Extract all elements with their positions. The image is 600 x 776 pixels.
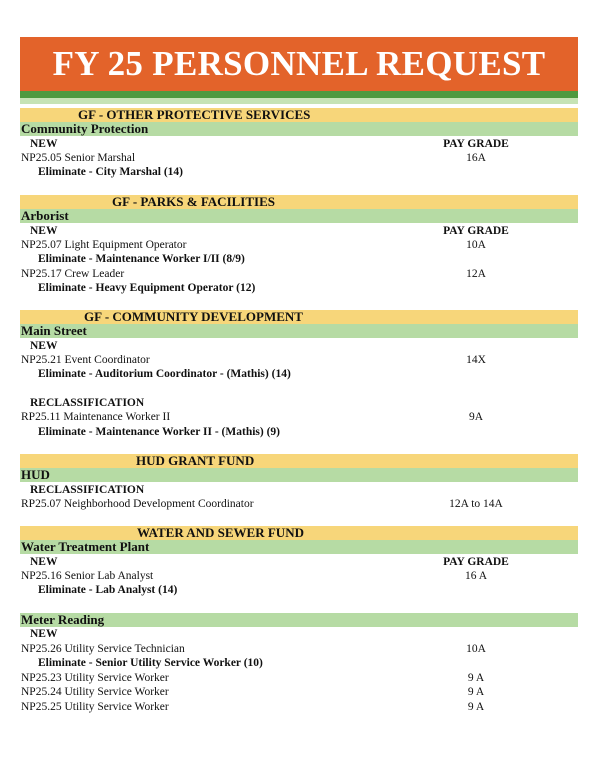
category-title: Meter Reading (21, 612, 105, 627)
position-row: NP25.16 Senior Lab Analyst (21, 570, 154, 582)
category-title: Arborist (21, 208, 69, 223)
eliminate-row: Eliminate - Senior Utility Service Worker (10) (38, 657, 263, 669)
category-band (20, 468, 578, 482)
pay-grade-value: 12A to 14A (449, 498, 503, 510)
pay-grade-value: 9 A (467, 672, 485, 684)
pay-grade-value: 10A (466, 643, 486, 655)
category-title: HUD (21, 467, 50, 482)
pay-grade-header: PAY GRADE (443, 138, 509, 150)
category-title: Community Protection (21, 121, 149, 136)
new-label: NEW (30, 340, 58, 352)
pay-grade-value: 16A (466, 152, 486, 164)
category-band (20, 209, 578, 223)
position-row: NP25.26 Utility Service Technician (21, 643, 185, 655)
position-row: NP25.23 Utility Service Worker (21, 672, 169, 684)
pay-grade-value: 14X (466, 354, 486, 366)
fund-title: GF - PARKS & FACILITIES (112, 194, 275, 209)
new-label: NEW (30, 628, 58, 640)
fund-band (20, 454, 578, 468)
position-row: NP25.05 Senior Marshal (21, 152, 136, 164)
pay-grade-value: 9 A (467, 686, 485, 698)
new-label: NEW (30, 556, 58, 568)
reclassification-label: RECLASSIFICATION (30, 484, 145, 496)
pay-grade-header: PAY GRADE (443, 556, 509, 568)
fund-title: HUD GRANT FUND (136, 453, 255, 468)
eliminate-row: Eliminate - Maintenance Worker II - (Mathis) (9) (38, 426, 281, 438)
eliminate-row: Eliminate - Heavy Equipment Operator (12) (38, 282, 256, 294)
pay-grade-header: PAY GRADE (443, 225, 509, 237)
pay-grade-value: 16 A (464, 570, 488, 582)
eliminate-row: Eliminate - City Marshal (14) (38, 166, 184, 178)
pay-grade-value: 10A (466, 239, 486, 251)
pay-grade-value: 12A (466, 268, 486, 280)
page-title-bar (20, 37, 578, 91)
pay-grade-value: 9 A (467, 701, 485, 713)
eliminate-row: Eliminate - Maintenance Worker I/II (8/9) (38, 253, 245, 265)
fund-band (20, 195, 578, 209)
position-row: RP25.11 Maintenance Worker II (21, 411, 171, 423)
category-band (20, 324, 578, 338)
page-title: FY 25 PERSONNEL REQUEST (52, 44, 546, 83)
title-stripe-light (20, 98, 578, 104)
position-row: NP25.24 Utility Service Worker (21, 686, 169, 698)
fund-title: GF - OTHER PROTECTIVE SERVICES (78, 107, 311, 122)
eliminate-row: Eliminate - Auditorium Coordinator - (Mathis) (14) (38, 368, 291, 380)
category-title: Water Treatment Plant (21, 539, 150, 554)
position-row: NP25.25 Utility Service Worker (21, 701, 169, 713)
fund-title: GF - COMMUNITY DEVELOPMENT (84, 309, 303, 324)
reclassification-label: RECLASSIFICATION (30, 397, 145, 409)
position-row: NP25.21 Event Coordinator (21, 354, 150, 366)
position-row: NP25.17 Crew Leader (21, 268, 125, 280)
position-row: RP25.07 Neighborhood Development Coordinator (21, 498, 254, 510)
pay-grade-value: 9A (468, 411, 484, 423)
eliminate-row: Eliminate - Lab Analyst (14) (38, 584, 178, 596)
fund-title: WATER AND SEWER FUND (137, 525, 304, 540)
title-stripe-green (20, 91, 578, 98)
new-label: NEW (30, 138, 58, 150)
category-title: Main Street (21, 323, 87, 338)
position-row: NP25.07 Light Equipment Operator (21, 239, 187, 251)
new-label: NEW (30, 225, 58, 237)
